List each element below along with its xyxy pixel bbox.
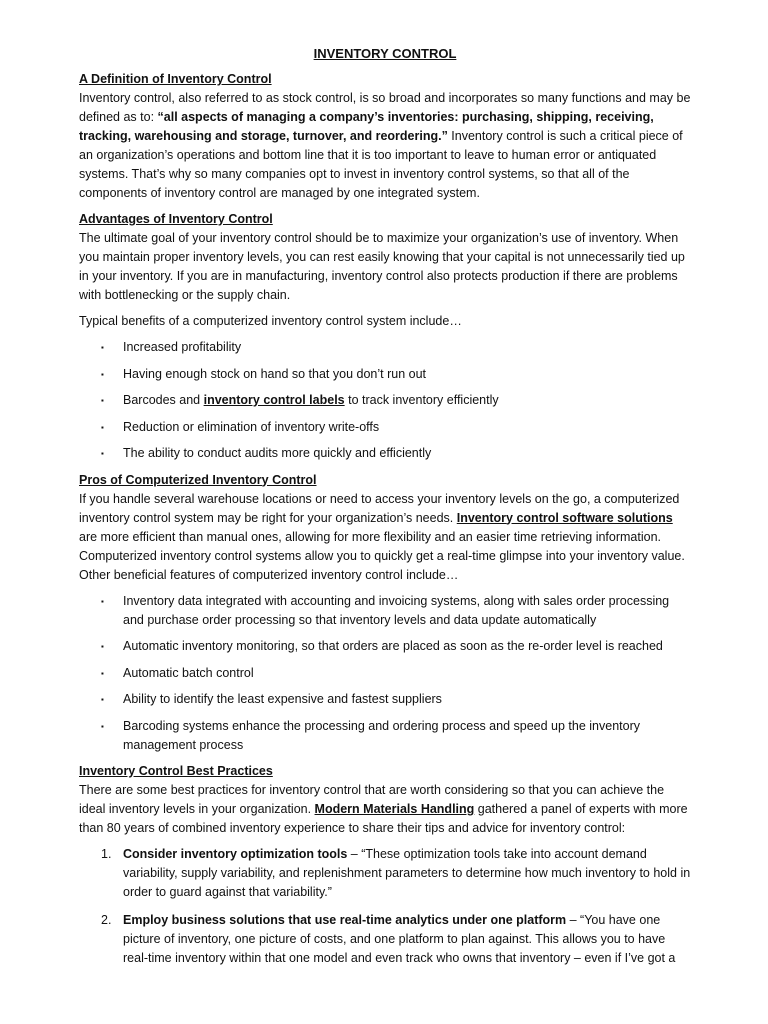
heading-definition: A Definition of Inventory Control: [79, 72, 272, 86]
bullet-icon: ▪: [101, 668, 104, 678]
best-practices-list: [79, 845, 691, 968]
list-item: [79, 664, 691, 683]
bullet-icon: ▪: [101, 721, 104, 731]
list-item-title: Employ business solutions that use real-time analytics under one platform: [123, 913, 567, 927]
bullet-icon: ▪: [101, 422, 104, 432]
list-item: [79, 338, 691, 357]
bullet-icon: ▪: [101, 449, 104, 458]
list-item: [79, 717, 691, 755]
list-item-text: Reduction or elimination of inventory write-offs: [123, 419, 380, 434]
list-item: [79, 845, 691, 902]
heading-best-practices: Inventory Control Best Practices: [79, 764, 273, 778]
document-title: INVENTORY CONTROL: [313, 46, 457, 61]
pros-text-a: If you handle several warehouse locations or need to access your inventory levels on the go, a computerized inventory control system may be right for your organization’s needs.: [79, 491, 680, 525]
list-item-text: Having enough stock on hand so that you don’t run out: [123, 366, 426, 381]
best-practices-text-b: gathered a panel of experts with more than 80 years of combined inventory experience to share their tips and advice for inventory control:: [79, 802, 688, 835]
list-item: [79, 418, 691, 437]
best-practices-paragraph: [79, 781, 691, 838]
list-item-text: Barcoding systems enhance the processing and ordering process and speed up the inventory management process: [123, 718, 640, 752]
list-item: [79, 637, 691, 656]
bullet-icon: ▪: [101, 343, 104, 352]
list-number: 2.: [101, 913, 112, 927]
list-item-text: Inventory data integrated with accounting and invoicing systems, along with sales order processing and purchase order processing so that inventory levels and data update automatically: [123, 593, 670, 627]
list-item: [79, 592, 691, 630]
list-item-text: – “You have one picture of inventory, one picture of costs, and one platform to plan against. This allows you to have real-time inventory within that one model and even track who owns that inventory – even if I’ve got a: [123, 913, 676, 965]
list-item-title: Consider inventory optimization tools: [123, 847, 348, 861]
list-item: [79, 365, 691, 384]
list-item-text: Barcodes and: [123, 393, 204, 407]
list-item-text: Increased profitability: [123, 340, 242, 354]
heading-advantages: Advantages of Inventory Control: [79, 212, 273, 226]
list-item-text: to track inventory efficiently: [344, 393, 499, 407]
features-list: [79, 592, 691, 755]
bullet-icon: ▪: [101, 596, 104, 606]
bullet-icon: ▪: [101, 695, 104, 704]
list-item: [79, 690, 691, 709]
definition-text-b: Inventory control is such a critical piece of an organization’s operations and bottom line that it is too important to leave to human error or antiquated systems. That’s why so many companies opt to invest in inventory control systems, so that all of the components of inventory control are managed by one integrated system.: [79, 129, 683, 200]
definition-quote: “all aspects of managing a company’s inventories: purchasing, shipping, receiving, tracking, warehousing and storage, turnover, and reordering.”: [79, 110, 654, 143]
list-item: [79, 911, 691, 968]
bullet-icon: ▪: [101, 369, 104, 379]
list-item-text: Automatic batch control: [123, 665, 254, 680]
modern-materials-handling-link[interactable]: Modern Materials Handling: [314, 802, 475, 816]
inventory-control-labels-link[interactable]: inventory control labels: [203, 393, 345, 407]
heading-pros: Pros of Computerized Inventory Control: [79, 472, 317, 487]
benefits-list: [79, 338, 691, 463]
bullet-icon: ▪: [101, 642, 104, 651]
list-item-text: – “These optimization tools take into account demand variability, supply variability, and replenishment parameters to determine how much inventory to hold in order to guard against that variability.”: [123, 847, 691, 899]
advantages-paragraph: The ultimate goal of your inventory control should be to maximize your organization’s use of inventory. When you maintain proper inventory levels, you can rest easily knowing that your capital is not unnecessarily tied up in your inventory. If you are in manufacturing, inventory control also protects production if there are problems with bottlenecking or the supply chain.: [79, 231, 685, 302]
list-item: [79, 444, 691, 463]
definition-text-a: Inventory control, also referred to as stock control, is so broad and incorporates so many functions and may be defined as to:: [79, 91, 691, 124]
pros-paragraph: [79, 490, 691, 585]
pros-text-b: are more efficient than manual ones, allowing for more flexibility and an easier time retrieving information. Computerized inventory control systems allow you to quickly get a real-time glimpse into your inventory value. Other beneficial features of computerized inventory control include…: [79, 529, 685, 582]
list-item: [79, 391, 691, 410]
benefits-intro: Typical benefits of a computerized inventory control system include…: [79, 314, 462, 328]
list-item-text: Ability to identify the least expensive and fastest suppliers: [123, 692, 442, 706]
list-item-text: Automatic inventory monitoring, so that orders are placed as soon as the re-order level is reached: [123, 639, 663, 653]
document-page: [79, 44, 691, 977]
bullet-icon: ▪: [101, 396, 104, 405]
list-item-text: The ability to conduct audits more quickly and efficiently: [123, 446, 432, 460]
inventory-control-software-link[interactable]: Inventory control software solutions: [456, 510, 673, 525]
best-practices-text-a: There are some best practices for inventory control that are worth considering so that you can achieve the ideal inventory levels in your organization.: [79, 783, 665, 816]
list-number: 1.: [101, 847, 112, 861]
definition-paragraph: [79, 89, 691, 203]
